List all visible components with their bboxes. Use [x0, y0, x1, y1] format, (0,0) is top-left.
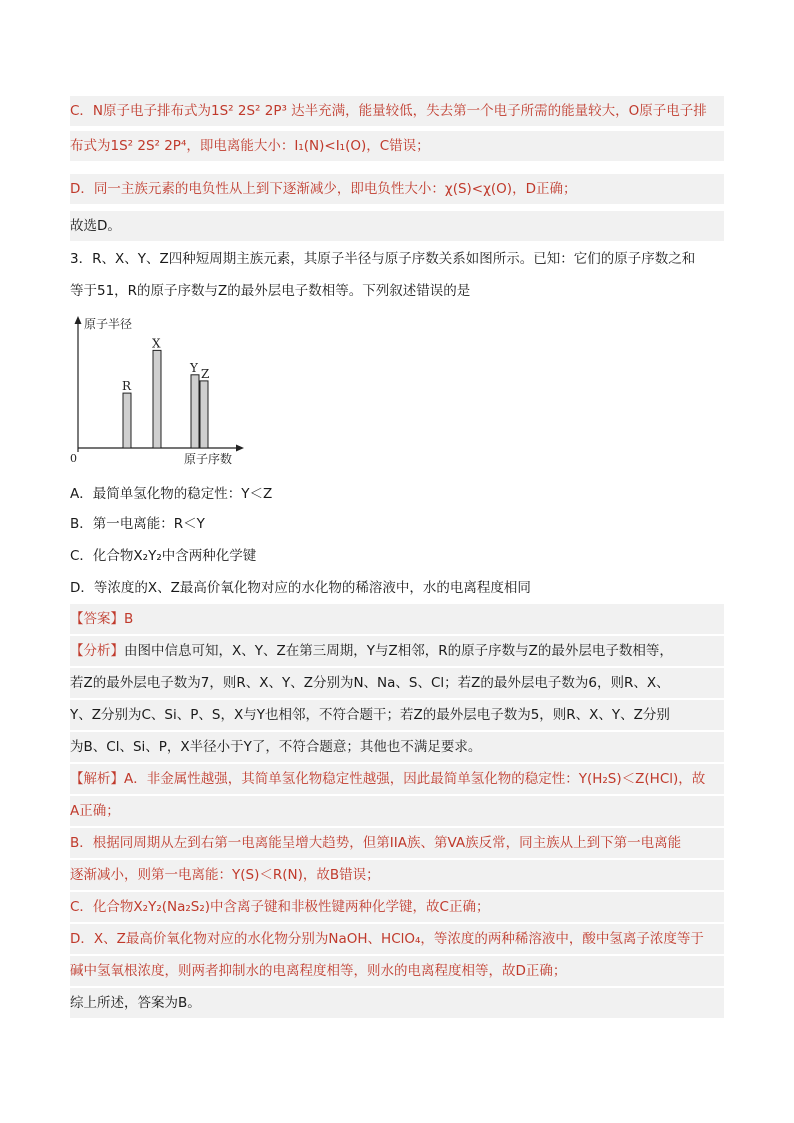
- option-b: B．第一电离能：R＜Y: [70, 516, 205, 532]
- solution-line-1: [70, 764, 724, 794]
- y-axis-label: 原子半径: [84, 317, 133, 331]
- solution-text-1: A．非金属性越强，其简单氢化物稳定性越强，因此最简单氢化物的稳定性：Y(H₂S)＜Z(HCl)，故: [124, 771, 706, 787]
- option-c-explanation-line-1: C．N原子电子排布式为1S² 2S² 2P³ 达半充满，能量较低，失去第一个电子所需的能量较大，O原子电子排: [70, 96, 724, 126]
- x-axis-label: 原子序数: [184, 452, 233, 466]
- bar-label-z: Z: [201, 366, 210, 381]
- y-axis-arrow: [75, 316, 82, 324]
- bar-x: [153, 350, 161, 448]
- solution-label: 【解析】: [70, 771, 124, 787]
- option-c: C．化合物X₂Y₂中含两种化学键: [70, 548, 257, 564]
- question-3-stem-line-1: 3．R、X、Y、Z四种短周期主族元素，其原子半径与原子序数关系如图所示。已知：它们的原子序数之和: [70, 251, 696, 267]
- final-choice: 故选D。: [70, 211, 724, 241]
- bar-label-y: Y: [190, 360, 198, 375]
- option-d-explanation: D．同一主族元素的电负性从上到下逐渐减少，即电负性大小：χ(S)<χ(O)，D正确；: [70, 174, 724, 204]
- bar-label-r: R: [122, 379, 132, 394]
- analysis-line-2: 若Z的最外层电子数为7，则R、X、Y、Z分别为N、Na、S、Cl；若Z的最外层电子数为6，则R、X、: [70, 668, 724, 698]
- analysis-text-1: 由图中信息可知，X、Y、Z在第三周期，Y与Z相邻，R的原子序数与Z的最外层电子数相等，: [124, 643, 673, 659]
- solution-line-5: C．化合物X₂Y₂(Na₂S₂)中含离子键和非极性键两种化学键，故C正确；: [70, 892, 724, 922]
- bar-label-x: X: [152, 336, 161, 351]
- question-3-stem-line-2: 等于51，R的原子序数与Z的最外层电子数相等。下列叙述错误的是: [70, 283, 471, 299]
- solution-line-8: 综上所述，答案为B。: [70, 988, 724, 1018]
- solution-line-2: A正确；: [70, 796, 724, 826]
- option-d: D．等浓度的X、Z最高价氧化物对应的水化物的稀溶液中，水的电离程度相同: [70, 580, 531, 596]
- analysis-line-1: [70, 636, 724, 666]
- option-a: A．最简单氢化物的稳定性：Y＜Z: [70, 486, 273, 502]
- solution-line-3: B．根据同周期从左到右第一电离能呈增大趋势，但第IIA族、第VA族反常，同主族从上到下第一电离能: [70, 828, 724, 858]
- chart-bars: [122, 336, 209, 448]
- bar-z: [200, 381, 208, 448]
- analysis-line-3: Y、Z分别为C、Si、P、S，X与Y也相邻，不符合题干；若Z的最外层电子数为5，则R、X、Y、Z分别: [70, 700, 724, 730]
- atomic-radius-chart: [66, 312, 256, 468]
- analysis-label: 【分析】: [70, 643, 124, 659]
- option-c-explanation-line-2: 布式为1S² 2S² 2P⁴，即电离能大小：I₁(N)<I₁(O)，C错误；: [70, 131, 724, 161]
- solution-line-6: D．X、Z最高价氧化物对应的水化物分别为NaOH、HClO₄，等浓度的两种稀溶液中，酸中氢离子浓度等于: [70, 924, 724, 954]
- bar-r: [123, 393, 131, 448]
- solution-line-4: 逐渐减小，则第一电离能：Y(S)＜R(N)，故B错误；: [70, 860, 724, 890]
- answer-line: 【答案】B: [70, 604, 724, 634]
- solution-line-7: 碱中氢氧根浓度，则两者抑制水的电离程度相等，则水的电离程度相等，故D正确；: [70, 956, 724, 986]
- x-axis-arrow: [236, 445, 244, 452]
- analysis-line-4: 为B、Cl、Si、P，X半径小于Y了，不符合题意；其他也不满足要求。: [70, 732, 724, 762]
- bar-y: [191, 375, 199, 448]
- origin-label: 0: [70, 452, 77, 465]
